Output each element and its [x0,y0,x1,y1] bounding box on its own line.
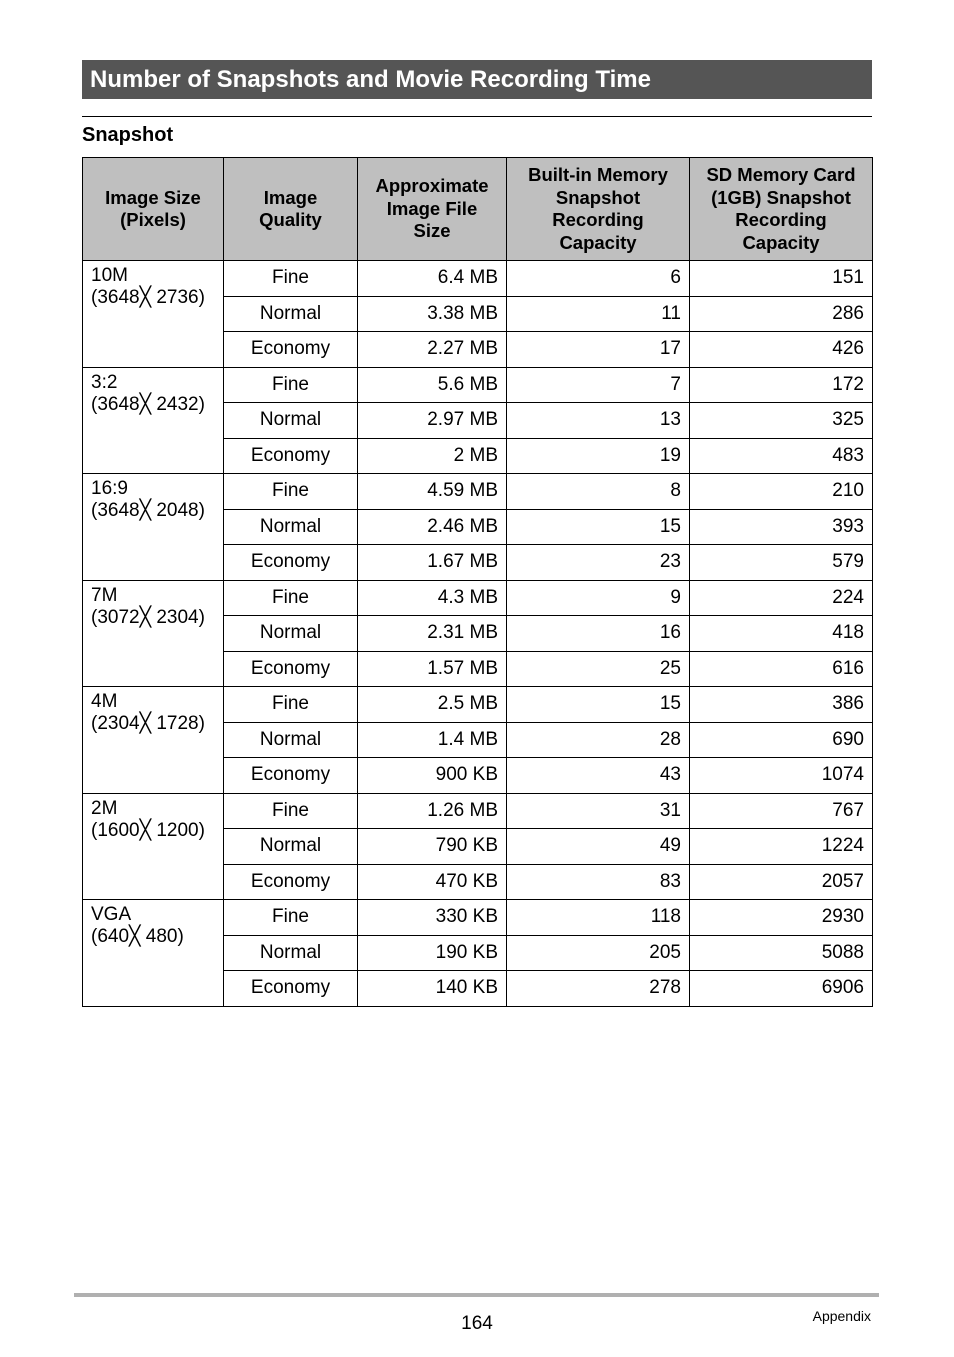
sd-capacity-cell: 5088 [690,935,873,971]
file-size-cell: 140 KB [358,971,507,1007]
image-size-label: 7M [91,584,118,606]
builtin-capacity-cell: 118 [507,900,690,936]
file-size-cell: 2.97 MB [358,403,507,439]
quality-cell: Economy [224,545,358,581]
table-row [83,687,873,723]
image-size-cell [83,261,224,368]
file-size-cell: 1.67 MB [358,545,507,581]
image-size-cell [83,474,224,581]
builtin-capacity-cell: 19 [507,438,690,474]
file-size-cell: 900 KB [358,758,507,794]
sd-capacity-cell: 286 [690,296,873,332]
page-number: 164 [461,1313,493,1334]
sd-capacity-cell: 151 [690,261,873,297]
sd-capacity-cell: 1224 [690,829,873,865]
file-size-cell: 2.5 MB [358,687,507,723]
quality-cell: Fine [224,687,358,723]
builtin-capacity-cell: 83 [507,864,690,900]
file-size-cell: 2.31 MB [358,616,507,652]
sd-capacity-cell: 393 [690,509,873,545]
footer-section-label: Appendix [812,1308,871,1324]
file-size-cell: 1.4 MB [358,722,507,758]
builtin-capacity-cell: 15 [507,509,690,545]
file-size-cell: 4.3 MB [358,580,507,616]
quality-cell: Normal [224,296,358,332]
image-size-label: 2M [91,797,118,819]
builtin-capacity-cell: 205 [507,935,690,971]
sd-capacity-cell: 1074 [690,758,873,794]
builtin-capacity-cell: 9 [507,580,690,616]
quality-cell: Economy [224,864,358,900]
builtin-capacity-cell: 278 [507,971,690,1007]
quality-cell: Fine [224,367,358,403]
sd-capacity-cell: 767 [690,793,873,829]
builtin-capacity-cell: 43 [507,758,690,794]
sd-capacity-cell: 325 [690,403,873,439]
file-size-cell: 4.59 MB [358,474,507,510]
quality-cell: Normal [224,616,358,652]
builtin-capacity-cell: 16 [507,616,690,652]
sd-capacity-cell: 6906 [690,971,873,1007]
sd-capacity-cell: 483 [690,438,873,474]
quality-cell: Normal [224,509,358,545]
sd-capacity-cell: 426 [690,332,873,368]
builtin-capacity-cell: 23 [507,545,690,581]
file-size-cell: 470 KB [358,864,507,900]
image-size-label: 3:2 [91,371,118,393]
title-divider [82,116,872,117]
file-size-cell: 2 MB [358,438,507,474]
image-size-cell [83,367,224,474]
sd-capacity-cell: 386 [690,687,873,723]
table-row [83,261,873,297]
builtin-capacity-cell: 11 [507,296,690,332]
file-size-cell: 2.27 MB [358,332,507,368]
image-size-label: VGA [91,904,132,925]
quality-cell: Fine [224,261,358,297]
file-size-cell: 190 KB [358,935,507,971]
quality-cell: Normal [224,722,358,758]
image-size-label: 16:9 [91,478,128,499]
image-size-pixels: (1600╳ 1200) [91,819,205,841]
sd-capacity-cell: 579 [690,545,873,581]
table-row [83,367,873,403]
sd-capacity-cell: 2057 [690,864,873,900]
quality-cell: Economy [224,438,358,474]
builtin-capacity-cell: 13 [507,403,690,439]
builtin-capacity-cell: 8 [507,474,690,510]
table-header-row [83,158,873,261]
table-row [83,793,873,829]
header-builtin-capacity: Built-in Memory Snapshot Recording Capacity [507,158,690,261]
file-size-cell: 330 KB [358,900,507,936]
snapshot-table [82,157,873,1007]
footer-divider [74,1293,879,1297]
table-row [83,474,873,510]
sd-capacity-cell: 172 [690,367,873,403]
builtin-capacity-cell: 49 [507,829,690,865]
file-size-cell: 6.4 MB [358,261,507,297]
image-size-cell [83,900,224,1007]
table-row [83,580,873,616]
file-size-cell: 3.38 MB [358,296,507,332]
image-size-cell [83,580,224,687]
section-heading: Snapshot [82,124,174,146]
builtin-capacity-cell: 7 [507,367,690,403]
image-size-pixels: (3648╳ 2736) [91,287,205,308]
image-size-pixels: (3072╳ 2304) [91,606,205,628]
image-size-pixels: (2304╳ 1728) [91,713,205,734]
quality-cell: Normal [224,829,358,865]
builtin-capacity-cell: 6 [507,261,690,297]
file-size-cell: 5.6 MB [358,367,507,403]
sd-capacity-cell: 2930 [690,900,873,936]
quality-cell: Economy [224,332,358,368]
sd-capacity-cell: 418 [690,616,873,652]
quality-cell: Fine [224,474,358,510]
quality-cell: Economy [224,971,358,1007]
header-sd-capacity: SD Memory Card (1GB) Snapshot Recording Capacity [690,158,873,261]
builtin-capacity-cell: 17 [507,332,690,368]
title-bar [82,60,872,99]
file-size-cell: 1.57 MB [358,651,507,687]
quality-cell: Normal [224,403,358,439]
quality-cell: Economy [224,651,358,687]
sd-capacity-cell: 224 [690,580,873,616]
sd-capacity-cell: 616 [690,651,873,687]
builtin-capacity-cell: 28 [507,722,690,758]
builtin-capacity-cell: 31 [507,793,690,829]
builtin-capacity-cell: 15 [507,687,690,723]
table-body [83,261,873,1007]
quality-cell: Fine [224,900,358,936]
builtin-capacity-cell: 25 [507,651,690,687]
image-size-cell [83,687,224,794]
table-row [83,900,873,936]
image-size-pixels: (640╳ 480) [91,926,184,947]
image-size-pixels: (3648╳ 2432) [91,393,205,415]
image-size-pixels: (3648╳ 2048) [91,500,205,521]
file-size-cell: 1.26 MB [358,793,507,829]
header-image-quality: Image Quality [224,158,358,261]
quality-cell: Fine [224,793,358,829]
page-title: Number of Snapshots and Movie Recording Time [90,65,651,93]
file-size-cell: 790 KB [358,829,507,865]
file-size-cell: 2.46 MB [358,509,507,545]
image-size-label: 4M [91,691,118,712]
image-size-label: 10M [91,265,128,286]
header-image-size: Image Size (Pixels) [83,158,224,261]
quality-cell: Normal [224,935,358,971]
image-size-cell [83,793,224,900]
sd-capacity-cell: 210 [690,474,873,510]
header-file-size: Approximate Image File Size [358,158,507,261]
quality-cell: Economy [224,758,358,794]
quality-cell: Fine [224,580,358,616]
sd-capacity-cell: 690 [690,722,873,758]
